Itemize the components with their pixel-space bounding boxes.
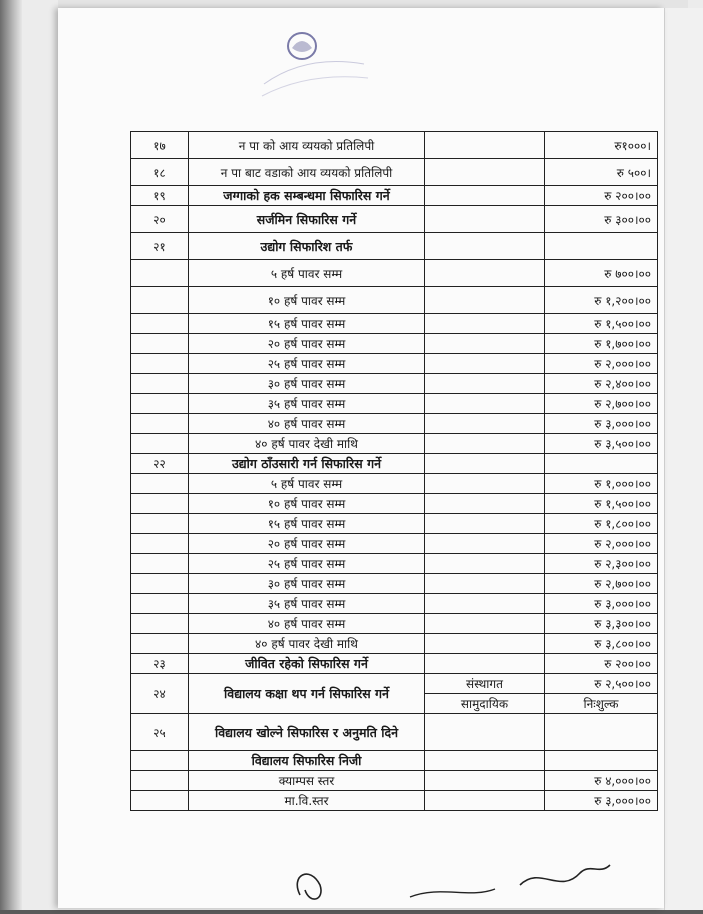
- table-row: [131, 494, 658, 514]
- table-row: [131, 554, 658, 574]
- category-cell: [425, 714, 545, 751]
- category-cell: [425, 494, 545, 514]
- serial-cell: [131, 314, 189, 334]
- table-row: [131, 334, 658, 354]
- amount-cell: रु१०००।: [545, 132, 658, 159]
- table-row: [131, 674, 658, 694]
- table-row: [131, 206, 658, 233]
- description-cell: १५ हर्ष पावर सम्म: [189, 514, 425, 534]
- category-cell: [425, 751, 545, 771]
- amount-cell: रु ३,०००।००: [545, 414, 658, 434]
- amount-cell: रु २००।००: [545, 654, 658, 674]
- description-cell: १० हर्ष पावर सम्म: [189, 287, 425, 314]
- category-cell: [425, 260, 545, 287]
- category-cell: [425, 394, 545, 414]
- description-cell: ४० हर्ष पावर देखी माथि: [189, 634, 425, 654]
- table-row: [131, 132, 658, 159]
- seal-stamp-icon: [236, 24, 386, 128]
- amount-cell: [545, 454, 658, 474]
- category-cell: [425, 233, 545, 260]
- description-cell: २५ हर्ष पावर सम्म: [189, 354, 425, 374]
- description-cell: ५ हर्ष पावर सम्म: [189, 260, 425, 287]
- category-cell: [425, 287, 545, 314]
- amount-cell: रु २००।००: [545, 186, 658, 206]
- category-cell: [425, 634, 545, 654]
- description-cell: २० हर्ष पावर सम्म: [189, 534, 425, 554]
- description-cell: जग्गाको हक सम्बन्धमा सिफारिस गर्ने: [189, 186, 425, 206]
- amount-cell: रु ३,३००।००: [545, 614, 658, 634]
- description-cell: जीवित रहेको सिफारिस गर्ने: [189, 654, 425, 674]
- category-cell: [425, 454, 545, 474]
- serial-cell: १७: [131, 132, 189, 159]
- table-row: [131, 614, 658, 634]
- serial-cell: [131, 434, 189, 454]
- category-cell: [425, 354, 545, 374]
- serial-cell: [131, 574, 189, 594]
- table-row: [131, 434, 658, 454]
- description-cell: ४० हर्ष पावर सम्म: [189, 414, 425, 434]
- amount-cell: रु १,८००।००: [545, 514, 658, 534]
- description-cell: न पा बाट वडाको आय व्ययको प्रतिलिपी: [189, 159, 425, 186]
- serial-cell: [131, 634, 189, 654]
- serial-cell: [131, 374, 189, 394]
- description-cell: विद्यालय सिफारिस निजी: [189, 751, 425, 771]
- category-cell: [425, 132, 545, 159]
- amount-cell: रु २,४००।००: [545, 374, 658, 394]
- amount-cell: रु ३,५००।००: [545, 434, 658, 454]
- table-row: [131, 574, 658, 594]
- table-row: [131, 654, 658, 674]
- amount-cell: रु २,५००।००: [545, 674, 658, 694]
- table-row: [131, 314, 658, 334]
- fee-table: [130, 131, 658, 811]
- category-cell: [425, 594, 545, 614]
- table-row: [131, 454, 658, 474]
- table-row: [131, 514, 658, 534]
- amount-cell: रु १,७००।००: [545, 334, 658, 354]
- amount-cell: रु १,५००।००: [545, 314, 658, 334]
- serial-cell: [131, 594, 189, 614]
- category-cell: [425, 434, 545, 454]
- category-cell: [425, 159, 545, 186]
- amount-cell: रु २,३००।००: [545, 554, 658, 574]
- category-cell: [425, 554, 545, 574]
- serial-cell: [131, 394, 189, 414]
- description-cell: उद्योग ठाँउसारी गर्न सिफारिस गर्ने: [189, 454, 425, 474]
- serial-cell: २३: [131, 654, 189, 674]
- table-row: [131, 594, 658, 614]
- page-right-edge: [664, 8, 703, 910]
- description-cell: ३० हर्ष पावर सम्म: [189, 574, 425, 594]
- serial-cell: [131, 751, 189, 771]
- amount-cell: रु १,०००।००: [545, 474, 658, 494]
- signature-icon: [280, 855, 630, 910]
- amount-cell: रु २,०००।००: [545, 534, 658, 554]
- serial-cell: २२: [131, 454, 189, 474]
- description-cell: २० हर्ष पावर सम्म: [189, 334, 425, 354]
- serial-cell: [131, 791, 189, 811]
- amount-cell: रु ३,०००।००: [545, 594, 658, 614]
- serial-cell: [131, 554, 189, 574]
- amount-cell: रु ७००।००: [545, 260, 658, 287]
- office-seal: [236, 24, 386, 128]
- serial-cell: १९: [131, 186, 189, 206]
- description-cell: विद्यालय कक्षा थप गर्न सिफारिस गर्ने: [189, 674, 425, 714]
- table-row: [131, 634, 658, 654]
- category-cell: [425, 374, 545, 394]
- description-cell: विद्यालय खोल्ने सिफारिस र अनुमति दिने: [189, 714, 425, 751]
- category-cell: [425, 614, 545, 634]
- description-cell: ३० हर्ष पावर सम्म: [189, 374, 425, 394]
- description-cell: उद्योग सिफारिश तर्फ: [189, 233, 425, 260]
- description-cell: सर्जमिन सिफारिस गर्ने: [189, 206, 425, 233]
- description-cell: ४० हर्ष पावर देखी माथि: [189, 434, 425, 454]
- amount-cell: रु ३,०००।००: [545, 791, 658, 811]
- table-row: [131, 374, 658, 394]
- table-row: [131, 791, 658, 811]
- serial-cell: [131, 771, 189, 791]
- serial-cell: [131, 614, 189, 634]
- amount-cell: रु २,०००।००: [545, 354, 658, 374]
- serial-cell: २१: [131, 233, 189, 260]
- description-cell: १० हर्ष पावर सम्म: [189, 494, 425, 514]
- serial-cell: [131, 534, 189, 554]
- amount-cell: रु १,५००।००: [545, 494, 658, 514]
- description-cell: ३५ हर्ष पावर सम्म: [189, 394, 425, 414]
- table-row: [131, 474, 658, 494]
- description-cell: ५ हर्ष पावर सम्म: [189, 474, 425, 494]
- table-row: [131, 534, 658, 554]
- category-cell: [425, 206, 545, 233]
- serial-cell: [131, 514, 189, 534]
- description-cell: मा.वि.स्तर: [189, 791, 425, 811]
- description-cell: २५ हर्ष पावर सम्म: [189, 554, 425, 574]
- category-cell: [425, 771, 545, 791]
- category-cell: [425, 791, 545, 811]
- table-row: [131, 751, 658, 771]
- serial-cell: [131, 334, 189, 354]
- category-cell: संस्थागत: [425, 674, 545, 694]
- serial-cell: १८: [131, 159, 189, 186]
- table-row: [131, 233, 658, 260]
- description-cell: क्याम्पस स्तर: [189, 771, 425, 791]
- description-cell: ४० हर्ष पावर सम्म: [189, 614, 425, 634]
- table-row: [131, 260, 658, 287]
- description-cell: ३५ हर्ष पावर सम्म: [189, 594, 425, 614]
- table-row: [131, 287, 658, 314]
- amount-cell: निःशुल्क: [545, 694, 658, 714]
- table-row: [131, 714, 658, 751]
- category-cell: [425, 314, 545, 334]
- serial-cell: [131, 474, 189, 494]
- amount-cell: रु २,७००।००: [545, 394, 658, 414]
- amount-cell: [545, 233, 658, 260]
- category-cell: [425, 414, 545, 434]
- category-cell: [425, 574, 545, 594]
- serial-cell: [131, 260, 189, 287]
- serial-cell: [131, 494, 189, 514]
- amount-cell: रु २,७००।००: [545, 574, 658, 594]
- serial-cell: [131, 414, 189, 434]
- table-row: [131, 186, 658, 206]
- amount-cell: रु ३,८००।००: [545, 634, 658, 654]
- table-row: [131, 414, 658, 434]
- serial-cell: [131, 354, 189, 374]
- category-cell: [425, 654, 545, 674]
- signatures: [280, 855, 630, 910]
- table-row: [131, 159, 658, 186]
- amount-cell: रु ३००।००: [545, 206, 658, 233]
- amount-cell: रु ४,०००।००: [545, 771, 658, 791]
- table-row: [131, 771, 658, 791]
- amount-cell: [545, 751, 658, 771]
- category-cell: सामुदायिक: [425, 694, 545, 714]
- category-cell: [425, 186, 545, 206]
- serial-cell: २४: [131, 674, 189, 714]
- amount-cell: रु १,२००।००: [545, 287, 658, 314]
- amount-cell: [545, 714, 658, 751]
- category-cell: [425, 534, 545, 554]
- category-cell: [425, 334, 545, 354]
- category-cell: [425, 514, 545, 534]
- description-cell: न पा को आय व्ययको प्रतिलिपी: [189, 132, 425, 159]
- binding-shadow: [0, 0, 22, 910]
- serial-cell: २५: [131, 714, 189, 751]
- category-cell: [425, 474, 545, 494]
- table-row: [131, 354, 658, 374]
- serial-cell: [131, 287, 189, 314]
- table-row: [131, 394, 658, 414]
- description-cell: १५ हर्ष पावर सम्म: [189, 314, 425, 334]
- serial-cell: २०: [131, 206, 189, 233]
- amount-cell: रु ५००।: [545, 159, 658, 186]
